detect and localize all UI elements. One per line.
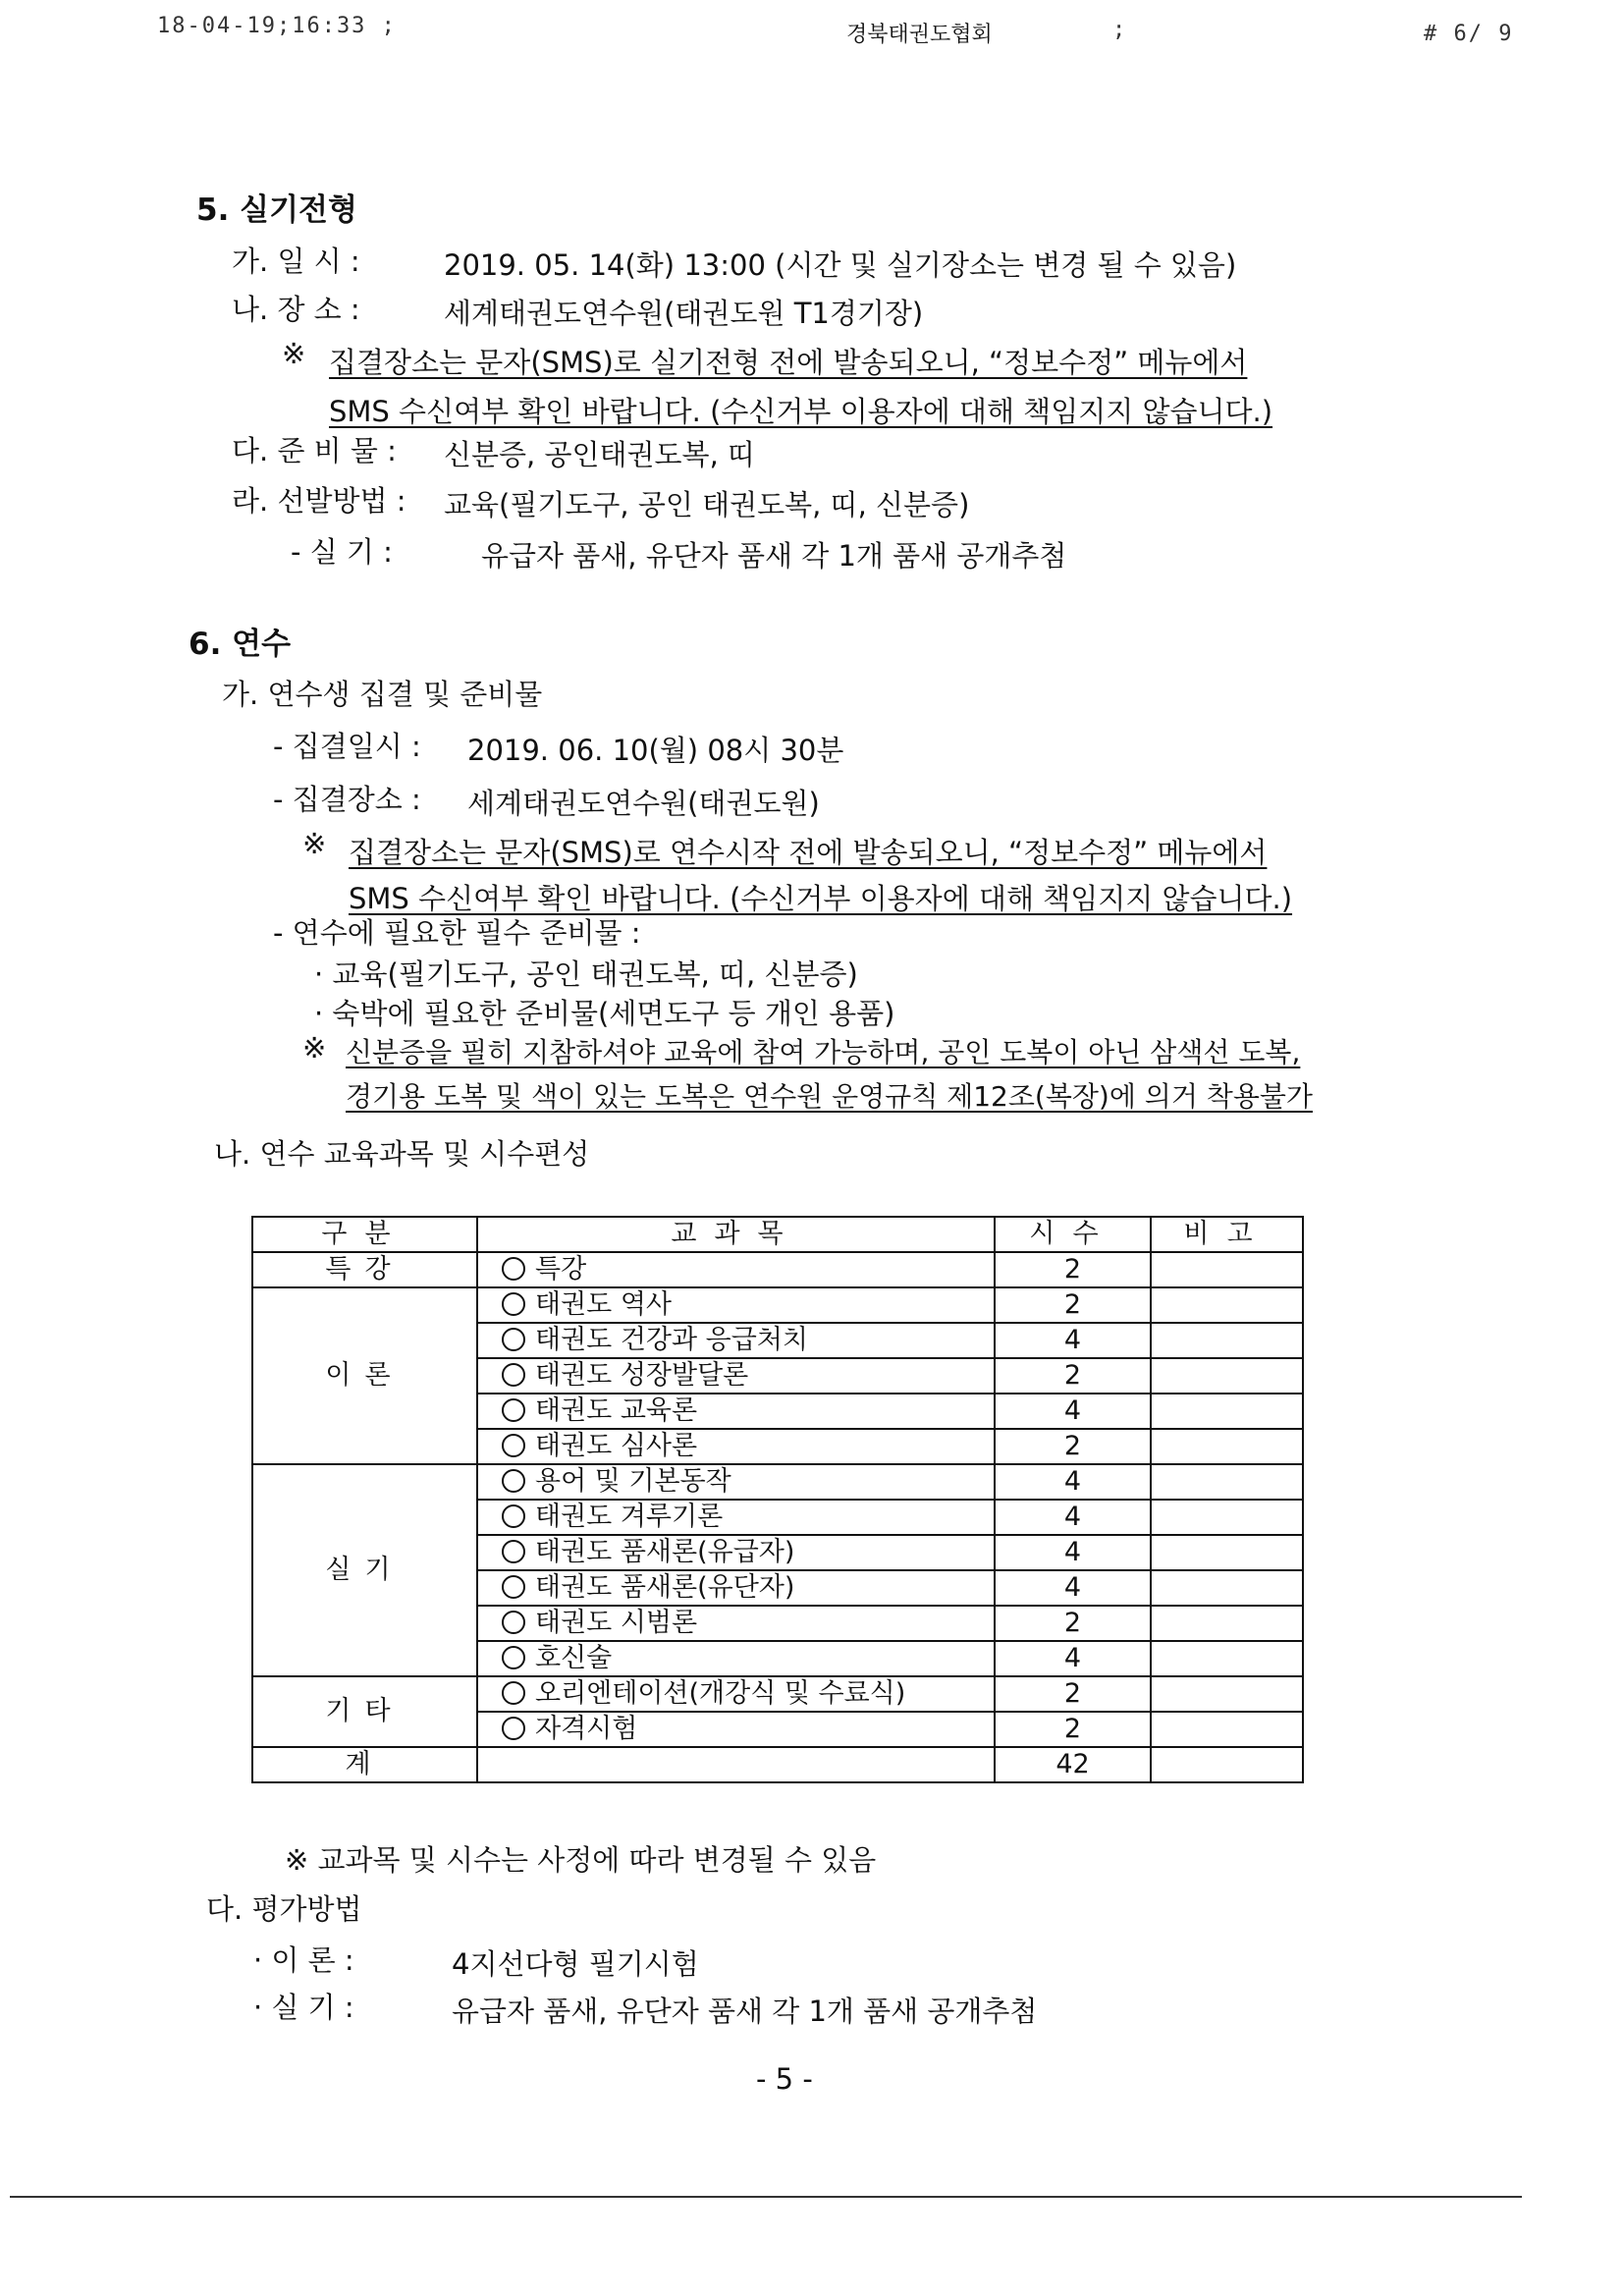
subject-cell [477, 1323, 995, 1358]
remarks-cell [1151, 1252, 1303, 1287]
fax-timestamp: 18-04-19;16:33 ; [157, 14, 397, 38]
remarks-cell [1151, 1394, 1303, 1429]
circle-bullet-icon [502, 1257, 525, 1281]
sec5-date-value: 2019. 05. 14(화) 13:00 (시간 및 실기장소는 변경 될 수 있음) [444, 248, 1237, 282]
sec6-note1-mark: ※ [302, 827, 327, 860]
header-remarks: 비고 [1151, 1217, 1303, 1252]
category-practical: 실기 [252, 1464, 477, 1676]
remarks-cell [1151, 1464, 1303, 1500]
subject-text: 태권도 성장발달론 [535, 1360, 749, 1391]
fax-separator: ; [1112, 18, 1128, 42]
subject-cell [477, 1429, 995, 1464]
total-subject-cell [477, 1747, 995, 1782]
subject-text: 태권도 심사론 [535, 1431, 698, 1461]
subject-text: 태권도 역사 [535, 1289, 672, 1320]
subject-cell [477, 1535, 995, 1570]
fax-sender: 경북태권도협회 [846, 23, 993, 47]
subject-cell [477, 1712, 995, 1747]
sec5-place-label: 나. 장 소 : [232, 293, 360, 326]
hours-cell: 4 [995, 1641, 1151, 1676]
subject-cell [477, 1641, 995, 1676]
subject-text: 태권도 품새론(유단자) [535, 1572, 795, 1603]
hours-cell: 2 [995, 1287, 1151, 1323]
section-5-title: 5. 실기전형 [196, 192, 357, 228]
circle-bullet-icon [502, 1469, 525, 1493]
subject-text: 태권도 시범론 [535, 1608, 698, 1638]
subject-text: 태권도 품새론(유급자) [535, 1537, 795, 1567]
category-other: 기타 [252, 1676, 477, 1747]
remarks-cell [1151, 1500, 1303, 1535]
eval-theory-value: 4지선다형 필기시험 [452, 1947, 699, 1981]
sec5-note-mark: ※ [282, 337, 306, 370]
subject-cell [477, 1606, 995, 1641]
hours-cell: 2 [995, 1606, 1151, 1641]
hours-cell: 2 [995, 1252, 1151, 1287]
eval-practical-label: · 실 기 : [253, 1991, 354, 2024]
remarks-cell [1151, 1535, 1303, 1570]
table-footnote: ※ 교과목 및 시수는 사정에 따라 변경될 수 있음 [285, 1843, 877, 1877]
total-hours: 42 [995, 1747, 1151, 1782]
sec5-selection-value: 교육(필기도구, 공인 태권도복, 띠, 신분증) [444, 488, 970, 521]
total-label: 계 [252, 1747, 477, 1782]
hours-cell: 2 [995, 1676, 1151, 1712]
hours-cell: 2 [995, 1358, 1151, 1394]
circle-bullet-icon [502, 1575, 525, 1599]
bottom-divider [10, 2196, 1522, 2198]
subject-cell [477, 1287, 995, 1323]
circle-bullet-icon [502, 1363, 525, 1387]
hours-cell: 2 [995, 1429, 1151, 1464]
subject-text: 자격시험 [535, 1714, 638, 1744]
remarks-cell [1151, 1676, 1303, 1712]
circle-bullet-icon [502, 1681, 525, 1705]
sec6-gather-time-label: - 집결일시 : [273, 730, 421, 763]
hours-cell: 2 [995, 1712, 1151, 1747]
sec6-note2-mark: ※ [302, 1031, 327, 1065]
remarks-cell [1151, 1323, 1303, 1358]
subject-text: 태권도 교육론 [535, 1395, 698, 1426]
table-header-row [252, 1217, 1303, 1252]
remarks-cell [1151, 1287, 1303, 1323]
sec6-gather-place-value: 세계태권도연수원(태권도원) [467, 787, 820, 820]
remarks-cell [1151, 1358, 1303, 1394]
sec5-place-value: 세계태권도연수원(태권도원 T1경기장) [444, 297, 924, 330]
sec6-note1-line1: 집결장소는 문자(SMS)로 연수시작 전에 발송되오니, “정보수정” 메뉴에서 [349, 836, 1268, 869]
header-category: 구분 [252, 1217, 477, 1252]
subject-text: 호신술 [535, 1643, 613, 1673]
hours-cell: 4 [995, 1464, 1151, 1500]
circle-bullet-icon [502, 1434, 525, 1457]
subject-text: 오리엔테이션(개강식 및 수료식) [535, 1678, 906, 1709]
table-total-row [252, 1747, 1303, 1782]
sec6-gather-time-value: 2019. 06. 10(월) 08시 30분 [467, 734, 844, 767]
page-number: - 5 - [756, 2062, 813, 2096]
circle-bullet-icon [502, 1328, 525, 1351]
subject-cell [477, 1500, 995, 1535]
hours-cell: 4 [995, 1535, 1151, 1570]
circle-bullet-icon [502, 1540, 525, 1563]
sec5-note-line1: 집결장소는 문자(SMS)로 실기전형 전에 발송되오니, “정보수정” 메뉴에서 [329, 346, 1248, 379]
circle-bullet-icon [502, 1292, 525, 1316]
circle-bullet-icon [502, 1504, 525, 1528]
sec6-note1-line2: SMS 수신여부 확인 바랍니다. (수신거부 이용자에 대해 책임지지 않습니다.) [349, 882, 1293, 915]
remarks-cell [1151, 1429, 1303, 1464]
subject-cell [477, 1394, 995, 1429]
subject-cell [477, 1570, 995, 1606]
sec5-date-label: 가. 일 시 : [232, 245, 360, 278]
hours-cell: 4 [995, 1500, 1151, 1535]
subject-text: 용어 및 기본동작 [535, 1466, 731, 1497]
eval-theory-label: · 이 론 : [253, 1943, 354, 1977]
sec5-supplies-value: 신분증, 공인태권도복, 띠 [444, 438, 756, 471]
circle-bullet-icon [502, 1398, 525, 1422]
sec5-practical-label: - 실 기 : [291, 535, 393, 569]
subject-text: 태권도 겨루기론 [535, 1502, 724, 1532]
sec5-selection-label: 라. 선발방법 : [232, 484, 406, 518]
curriculum-table [251, 1216, 1304, 1783]
subject-cell [477, 1676, 995, 1712]
section-6-title: 6. 연수 [189, 627, 292, 662]
fax-page-counter: # 6/ 9 [1424, 22, 1514, 46]
table-row [252, 1287, 1303, 1323]
circle-bullet-icon [502, 1611, 525, 1634]
subject-text: 태권도 건강과 응급처치 [535, 1325, 808, 1355]
sec6-gather-title: 가. 연수생 집결 및 준비물 [222, 678, 543, 711]
table-row [252, 1676, 1303, 1712]
sec6-required-item1: · 교육(필기도구, 공인 태권도복, 띠, 신분증) [314, 957, 858, 991]
hours-cell: 4 [995, 1394, 1151, 1429]
remarks-cell [1151, 1606, 1303, 1641]
sec6-gather-place-label: - 집결장소 : [273, 783, 421, 816]
table-row [252, 1252, 1303, 1287]
sec6-note2-line1: 신분증을 필히 지참하셔야 교육에 참여 가능하며, 공인 도복이 아닌 삼색선 도복, [346, 1036, 1301, 1068]
remarks-cell [1151, 1570, 1303, 1606]
subject-cell [477, 1252, 995, 1287]
subject-text: 특강 [535, 1254, 587, 1285]
eval-title: 다. 평가방법 [206, 1892, 362, 1926]
hours-cell: 4 [995, 1570, 1151, 1606]
sec6-required-item2: · 숙박에 필요한 준비물(세면도구 등 개인 용품) [314, 997, 895, 1030]
sec6-required-label: - 연수에 필요한 필수 준비물 : [273, 916, 641, 950]
eval-practical-value: 유급자 품새, 유단자 품새 각 1개 품새 공개추첨 [452, 1995, 1038, 2028]
header-subject: 교과목 [477, 1217, 995, 1252]
sec5-supplies-label: 다. 준 비 물 : [232, 434, 397, 467]
sec6-curriculum-title: 나. 연수 교육과목 및 시수편성 [214, 1137, 590, 1171]
subject-cell [477, 1464, 995, 1500]
category-theory: 이론 [252, 1287, 477, 1464]
sec5-practical-value: 유급자 품새, 유단자 품새 각 1개 품새 공개추첨 [481, 539, 1067, 573]
remarks-cell [1151, 1712, 1303, 1747]
total-remarks-cell [1151, 1747, 1303, 1782]
circle-bullet-icon [502, 1717, 525, 1740]
category-special-lecture: 특강 [252, 1252, 477, 1287]
header-hours: 시수 [995, 1217, 1151, 1252]
hours-cell: 4 [995, 1323, 1151, 1358]
table-row [252, 1464, 1303, 1500]
sec5-note-line2: SMS 수신여부 확인 바랍니다. (수신거부 이용자에 대해 책임지지 않습니다.) [329, 395, 1273, 428]
circle-bullet-icon [502, 1646, 525, 1669]
sec6-note2-line2: 경기용 도복 및 색이 있는 도복은 연수원 운영규칙 제12조(복장)에 의거 착용불가 [346, 1080, 1313, 1113]
subject-cell [477, 1358, 995, 1394]
remarks-cell [1151, 1641, 1303, 1676]
